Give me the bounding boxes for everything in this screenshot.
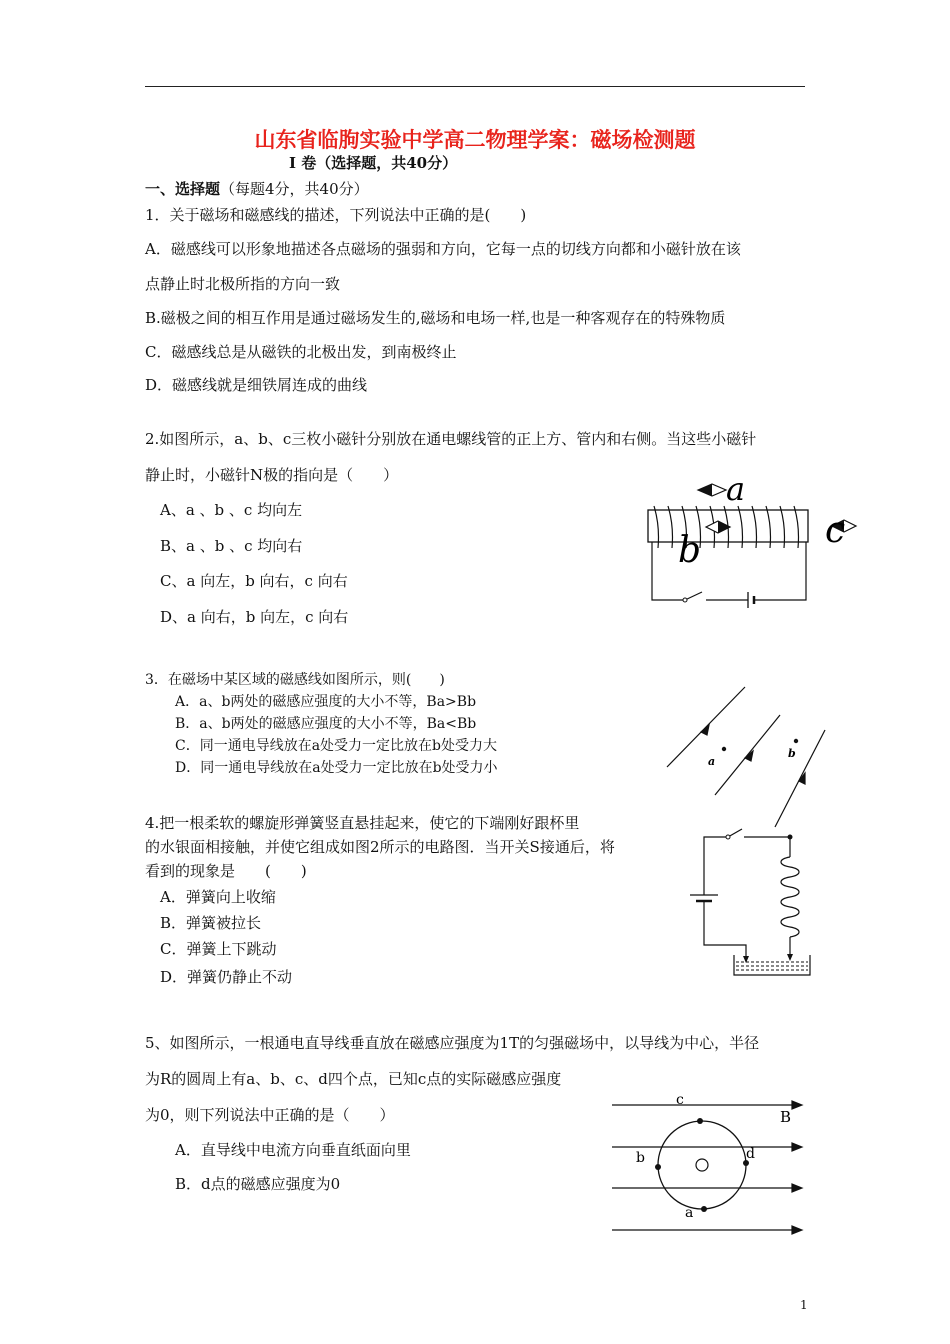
q2-option-b: B、a 、b 、c 均向右 bbox=[160, 537, 303, 555]
q2-stem-line2: 静止时，小磁针N极的指向是（ ） bbox=[145, 466, 399, 484]
field-lines-figure bbox=[665, 685, 835, 830]
field-label-a: a bbox=[708, 755, 716, 768]
circle-label-c: c bbox=[676, 1092, 684, 1108]
q5-stem-line3: 为0，则下列说法中正确的是（ ） bbox=[145, 1106, 395, 1124]
compass-needle-a bbox=[698, 484, 726, 496]
page-title: 山东省临朐实验中学高二物理学案：磁场检测题 bbox=[254, 128, 696, 152]
circle-label-a: a bbox=[685, 1205, 694, 1221]
q1-option-a-line2: 点静止时北极所指的方向一致 bbox=[145, 275, 341, 293]
q4-stem-line1: 4.把一根柔软的螺旋形弹簧竖直悬挂起来，使它的下端刚好跟杯里 bbox=[145, 814, 580, 832]
q1-option-c: C．磁感线总是从磁铁的北极出发，到南极终止 bbox=[145, 343, 457, 361]
q2-option-c: C、a 向左，b 向右，c 向右 bbox=[160, 572, 348, 590]
q4-stem-line2: 的水银面相接触，并使它组成如图2所示的电路图．当开关S接通后，将 bbox=[145, 838, 615, 856]
q5-option-a: A．直导线中电流方向垂直纸面向里 bbox=[175, 1141, 411, 1159]
label-a: a bbox=[726, 470, 746, 508]
section-heading bbox=[145, 178, 369, 199]
q3-option-b: B．a、b两处的磁感应强度的大小不等，Ba<Bb bbox=[175, 716, 477, 732]
q4-option-b: B．弹簧被拉长 bbox=[160, 914, 262, 932]
q2-option-a: A、a 、b 、c 均向左 bbox=[160, 501, 303, 519]
q4-stem-line3: 看到的现象是 ( ) bbox=[145, 862, 307, 880]
q5-stem-line1: 5、如图所示，一根通电直导线垂直放在磁感应强度为1T的匀强磁场中，以导线为中心，半径 bbox=[145, 1034, 760, 1052]
solenoid-figure bbox=[640, 470, 860, 610]
circle-label-d: d bbox=[746, 1146, 755, 1162]
section-note: （每题4分，共40分） bbox=[220, 180, 369, 198]
wire-field-figure bbox=[610, 1090, 810, 1240]
q5-stem-line2: 为R的圆周上有a、b、c、d四个点，已知c点的实际磁感应强度 bbox=[145, 1070, 562, 1088]
header-rule bbox=[145, 86, 805, 87]
section-label: 一、选择题 bbox=[145, 180, 221, 198]
q4-option-d: D．弹簧仍静止不动 bbox=[160, 968, 293, 986]
field-label-b: b bbox=[788, 747, 796, 760]
q4-option-c: C．弹簧上下跳动 bbox=[160, 940, 277, 958]
spring-circuit-figure bbox=[680, 825, 820, 985]
page-number: 1 bbox=[800, 1298, 808, 1312]
q3-option-a: A．a、b两处的磁感应强度的大小不等，Ba>Bb bbox=[175, 694, 477, 710]
field-label-B: B bbox=[780, 1108, 792, 1126]
q5-option-b: B．d点的磁感应强度为0 bbox=[175, 1175, 341, 1193]
label-c: c bbox=[825, 510, 846, 551]
q2-option-d: D、a 向右，b 向左，c 向右 bbox=[160, 608, 349, 626]
q3-stem: 3．在磁场中某区域的磁感线如图所示，则( ) bbox=[145, 672, 445, 688]
page-subtitle: Ⅰ 卷（选择题，共40分） bbox=[289, 154, 458, 172]
label-b: b bbox=[678, 530, 702, 571]
q4-option-a: A．弹簧向上收缩 bbox=[160, 888, 276, 906]
q1-stem: 1．关于磁场和磁感线的描述，下列说法中正确的是( ) bbox=[145, 206, 527, 224]
q1-option-b: B.磁极之间的相互作用是通过磁场发生的,磁场和电场一样,也是一种客观存在的特殊物质 bbox=[145, 309, 726, 327]
q3-option-d: D．同一通电导线放在a处受力一定比放在b处受力小 bbox=[175, 760, 498, 776]
q2-stem-line1: 2.如图所示，a、b、c三枚小磁针分别放在通电螺线管的正上方、管内和右侧。当这些小磁针 bbox=[145, 430, 757, 448]
circle-label-b: b bbox=[636, 1150, 645, 1166]
q3-option-c: C．同一通电导线放在a处受力一定比放在b处受力大 bbox=[175, 738, 498, 754]
q1-option-a-line1: A．磁感线可以形象地描述各点磁场的强弱和方向，它每一点的切线方向都和小磁针放在该 bbox=[145, 240, 741, 258]
compass-needle-b bbox=[706, 521, 730, 533]
q1-option-d: D．磁感线就是细铁屑连成的曲线 bbox=[145, 376, 368, 394]
